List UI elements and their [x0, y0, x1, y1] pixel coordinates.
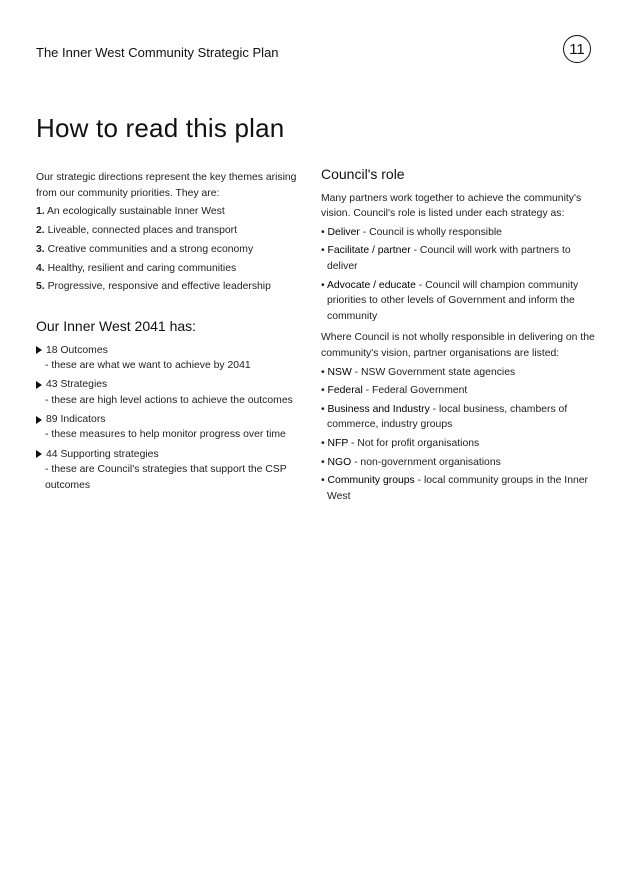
- page-number-badge: 11: [563, 35, 591, 63]
- role-item: • Facilitate / partner - Council will work with partners to deliver: [321, 245, 571, 272]
- right-column: [321, 166, 599, 507]
- triangle-bullet-icon: [36, 346, 42, 354]
- partner-item: • NFP - Not for profit organisations: [321, 437, 480, 449]
- directions-intro: Our strategic directions represent the key themes arising from our community priorities. They are:: [36, 172, 297, 199]
- direction-item: 4. Healthy, resilient and caring communities: [36, 262, 237, 274]
- partner-organisations-list: [321, 365, 599, 505]
- direction-item: 3. Creative communities and a strong economy: [36, 243, 254, 255]
- left-column: [36, 170, 308, 497]
- roles-intro: Many partners work together to achieve the community's vision. Council's role is listed under each strategy as:: [321, 192, 582, 220]
- council-roles-list: [321, 225, 599, 325]
- plan-contents-list: [36, 343, 308, 494]
- role-item: • Advocate / educate - Council will champion community priorities to other levels of Government and inform the community: [321, 279, 579, 322]
- page-title: How to read this plan: [36, 113, 285, 143]
- triangle-bullet-icon: [36, 416, 42, 424]
- partner-item: • Community groups - local community groups in the Inner West: [321, 475, 588, 502]
- direction-item: 1. An ecologically sustainable Inner West: [36, 206, 225, 218]
- triangle-bullet-icon: [36, 450, 42, 458]
- partner-item: • NSW - NSW Government state agencies: [321, 366, 516, 378]
- plan-contents-item: 44 Supporting strategies - these are Council's strategies that support the CSP outcomes: [36, 447, 308, 494]
- role-item: • Deliver - Council is wholly responsible: [321, 226, 502, 238]
- inner-west-2041-heading: Our Inner West 2041 has:: [36, 317, 197, 334]
- plan-contents-item: 43 Strategies - these are high level actions to achieve the outcomes: [36, 377, 308, 408]
- partner-item: • NGO - non-government organisations: [321, 456, 501, 468]
- partner-item: • Business and Industry - local business, chambers of commerce, industry groups: [321, 403, 568, 431]
- partner-item: • Federal - Federal Government: [321, 385, 468, 397]
- partners-intro: Where Council is not wholly responsible in delivering on the community's vision, partner organisations are listed:: [321, 332, 595, 359]
- document-header-title: The Inner West Community Strategic Plan: [36, 45, 279, 60]
- direction-item: 5. Progressive, responsive and effective leadership: [36, 281, 271, 293]
- plan-contents-item: 89 Indicators - these measures to help monitor progress over time: [36, 412, 308, 443]
- councils-role-heading: Council's role: [321, 166, 405, 182]
- plan-contents-item: 18 Outcomes - these are what we want to achieve by 2041: [36, 343, 308, 374]
- strategic-directions-list: [36, 204, 308, 295]
- triangle-bullet-icon: [36, 381, 42, 389]
- direction-item: 2. Liveable, connected places and transport: [36, 224, 238, 236]
